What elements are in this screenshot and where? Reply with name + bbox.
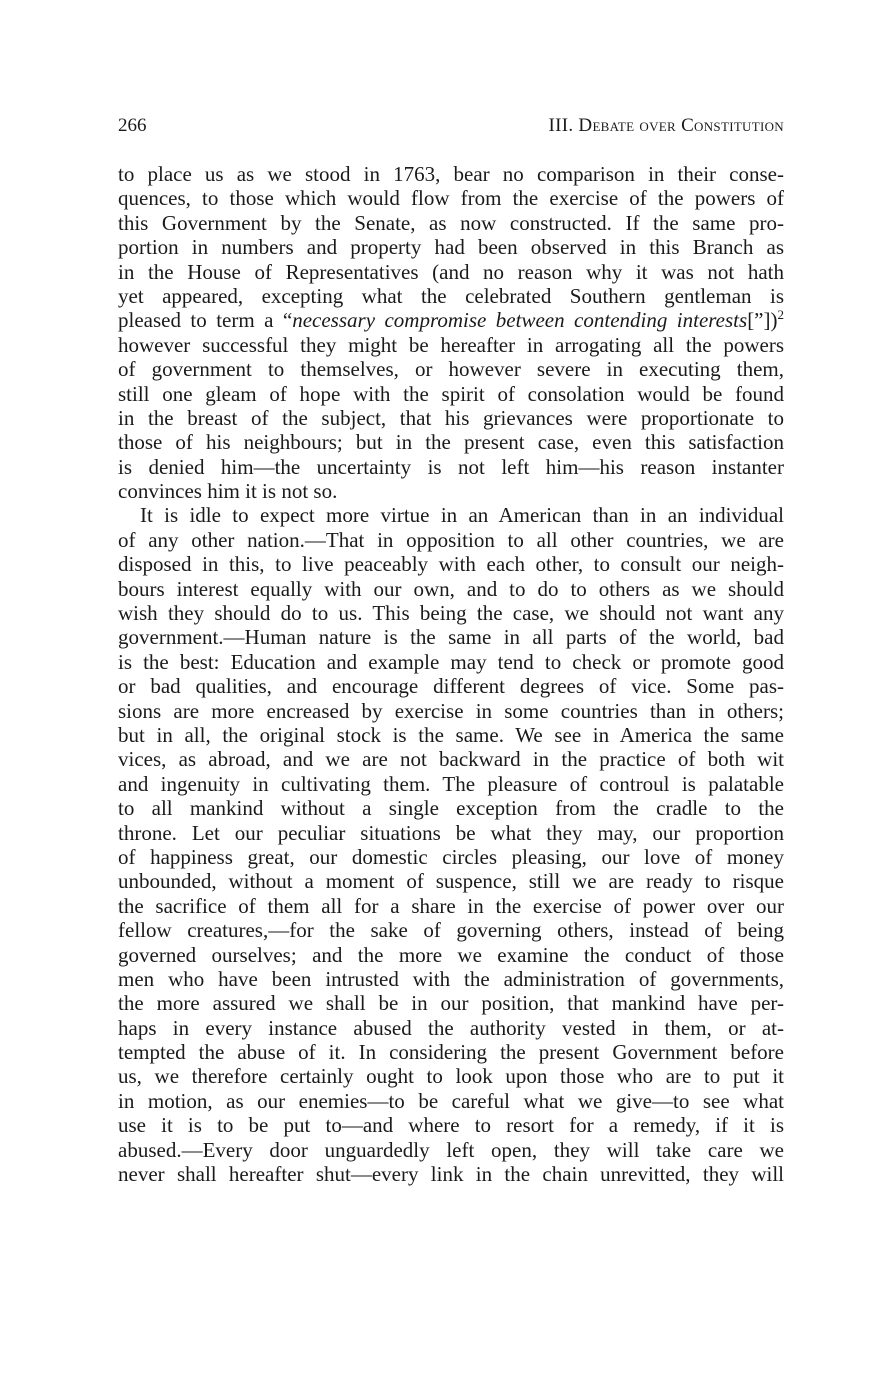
text-line: to all mankind without a single exception from the cradle to the — [118, 796, 784, 821]
text-line: yet appeared, excepting what the celebrated Southern gentleman is — [118, 283, 784, 308]
text-line: is denied him—the uncertainty is not left him—his reason instanter — [118, 454, 784, 479]
text-line: the sacrifice of them all for a share in the exercise of power over our — [118, 893, 784, 918]
quoted-phrase: necessary compromise between contending interests — [292, 308, 748, 333]
section-title: III. Debate over Constitution — [548, 115, 784, 136]
text-line: us, we therefore certainly ought to look upon those who are to put it — [118, 1064, 784, 1089]
text-line: of government to themselves, or however severe in executing them, — [118, 357, 784, 382]
text-line: and ingenuity in cultivating them. The pleasure of controul is palatable — [118, 771, 784, 796]
text-line: convinces him it is not so. — [118, 479, 338, 504]
text-line: of happiness great, our domestic circles pleasing, our love of money — [118, 844, 784, 869]
text-line: tempted the abuse of it. In considering the present Government before — [118, 1040, 784, 1065]
text-line: governed ourselves; and the more we examine the conduct of those — [118, 942, 784, 967]
text-line: to place us as we stood in 1763, bear no comparison in their conse- — [118, 162, 784, 186]
text-line: the more assured we shall be in our position, that mankind have per- — [118, 991, 784, 1016]
text-line: portion in numbers and property had been observed in this Branch as — [118, 235, 784, 260]
text-line: throne. Let our peculiar situations be what they may, our proportion — [118, 820, 784, 845]
text-line: never shall hereafter shut—every link in the chain unrevitted, they will — [118, 1162, 784, 1187]
body-text — [118, 162, 784, 1186]
text-line: those of his neighbours; but in the present case, even this satisfaction — [118, 430, 784, 455]
text-line: in the breast of the subject, that his grievances were proportionate to — [118, 405, 784, 430]
text-line: sions are more encreased by exercise in some countries than in others; — [118, 698, 784, 723]
text-line: use it is to be put to—and where to resort for a remedy, if it is — [118, 1113, 784, 1138]
quote-after: [”]) — [747, 308, 778, 333]
text-line: or bad qualities, and encourage different degrees of vice. Some pas- — [118, 674, 784, 699]
running-head — [118, 112, 784, 140]
text-line: in the House of Representatives (and no reason why it was not hath — [118, 259, 784, 284]
quote-line — [118, 308, 784, 332]
text-line: however successful they might be hereafter in arrogating all the powers — [118, 332, 784, 357]
quote-before: pleased to term a “ — [118, 308, 293, 333]
text-line: bours interest equally with our own, and to do to others as we should — [118, 576, 784, 601]
text-line: still one gleam of hope with the spirit of consolation would be found — [118, 381, 784, 406]
text-line: haps in every instance abused the authority vested in them, or at- — [118, 1015, 784, 1040]
text-line: but in all, the original stock is the same. We see in America the same — [118, 722, 784, 747]
text-line: government.—Human nature is the same in all parts of the world, bad — [118, 625, 784, 650]
text-line: men who have been intrusted with the administration of governments, — [118, 966, 784, 991]
text-line: is the best: Education and example may tend to check or promote good — [118, 649, 784, 674]
text-line: abused.—Every door unguardedly left open, they will take care we — [118, 1137, 784, 1162]
text-line: wish they should do to us. This being the case, we should not want any — [118, 601, 784, 626]
text-line: this Government by the Senate, as now constructed. If the same pro- — [118, 210, 784, 235]
text-line: disposed in this, to live peaceably with each other, to consult our neigh- — [118, 552, 784, 577]
text-line: It is idle to expect more virtue in an American than in an individual — [140, 503, 784, 528]
text-line: fellow creatures,—for the sake of governing others, instead of being — [118, 918, 784, 943]
text-line: in motion, as our enemies—to be careful what we give—to see what — [118, 1088, 784, 1113]
text-line: vices, as abroad, and we are not backward in the practice of both wit — [118, 747, 784, 772]
footnote-marker: 2 — [777, 308, 784, 323]
text-line: of any other nation.—That in opposition to all other countries, we are — [118, 527, 784, 552]
text-line: quences, to those which would flow from the exercise of the powers of — [118, 186, 784, 211]
text-line: unbounded, without a moment of suspence, still we are ready to risque — [118, 869, 784, 894]
page-number: 266 — [118, 115, 147, 136]
